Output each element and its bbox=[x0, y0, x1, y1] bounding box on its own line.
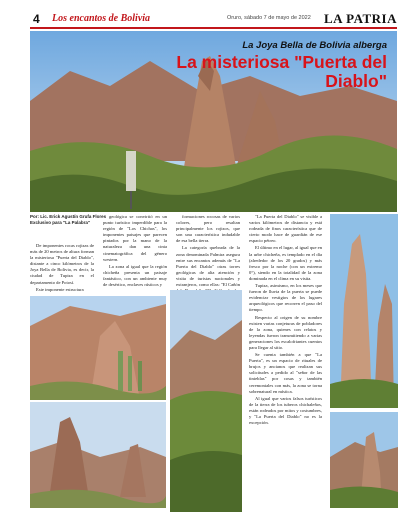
header-rule bbox=[30, 27, 397, 29]
headline-kicker: La Joya Bella de Bolivia alberga bbox=[242, 40, 387, 51]
headline: La misteriosa "Puerta del Diablo" bbox=[176, 52, 387, 91]
photo-rock-formation-cactus bbox=[30, 296, 166, 400]
article-column-4 bbox=[249, 214, 322, 511]
paragraph: formaciones rocosas de varios colores, pero resaltan principalmente los rojizos, que son una característica indudable de esa bella tierra. bbox=[176, 214, 240, 244]
paragraph: Se cuenta también a que "La Puerta", es un espacio de rituales de brujos y ancianos que realizan sus solicitudes a pedido al "señor de las tinieblas" por cosas y también ceremoniales con más, la zona se torna sobrenatural en mística. bbox=[249, 352, 322, 394]
section-title: Los encantos de Bolivia bbox=[52, 13, 151, 24]
paragraph: De imponentes rocas rojizas de más de 20 metros de altura forman la misteriosa "Puerta del Diablo", distante a cinco kilómetros de la Joya Bella de Bolivia, es decir, la ciudad de Tupiza en el departamento de Potosí. bbox=[30, 243, 94, 285]
paragraph: "La Puerta del Diablo" se visible a varios kilómetros de distancia y está rodeada de finos característica que de cierto modo hace de guardián de ese espacio pétreo. bbox=[249, 214, 322, 244]
paragraph: Al igual que varios falsos turísticos de la tierra de los tuberos chichaleños, están rodeados por mitos y costumbres, y "La Puerta del Diablo" no es la excepción. bbox=[249, 395, 322, 426]
article-column-2 bbox=[103, 214, 167, 287]
paragraph: Respecto al origen de su nombre existen varias conjeturas de pobladores de la zona, quienes con relatos y leyendas fueron transmitiendo a varias generaciones los escalofriantes cuentos para llegar al sitio. bbox=[249, 314, 322, 350]
photo-rock-spires bbox=[30, 402, 166, 508]
article-column-1 bbox=[30, 243, 94, 299]
byline bbox=[30, 214, 106, 225]
edition-date: Oruro, sábado 7 de mayo de 2022 bbox=[227, 15, 311, 21]
photo-rock-side-view bbox=[330, 412, 398, 508]
article-column-3 bbox=[176, 214, 240, 287]
photo-grassland-rocks bbox=[170, 290, 242, 512]
byline-credit: Exclusivo para "La Palabra" bbox=[30, 219, 91, 225]
paragraph: geológica se convirtió en un punto turístico imperdible para la región de "Los Chichas", los imponentes paisajes que parecen pintados por la mano de la naturaleza dan una cinta cinematográfica del género western. bbox=[103, 214, 167, 262]
hero-photo bbox=[30, 31, 397, 212]
paragraph: Este imponente estructura bbox=[36, 286, 84, 292]
paragraph: La zona al igual que la región chicheña presenta un paisaje fantástico, con un ambiente muy de desértico, enclaves rústicos y bbox=[103, 263, 167, 288]
newspaper-masthead: LA PATRIA bbox=[324, 11, 397, 26]
paragraph: El último en el lugar, al igual que en la urbe chicheña, es templado en el día (alrededor de los 20 grados) y más fresco por la noche (con un extremo 0°), siendo en la totalidad de la zona dominada en el clima en su visita. bbox=[249, 245, 322, 281]
byline-author: Por: Lic. Erick Agustín Grufa Flores bbox=[30, 214, 107, 219]
page-number: 4 bbox=[33, 12, 40, 26]
photo-puerta-del-diablo bbox=[330, 214, 398, 408]
page-header bbox=[0, 0, 420, 26]
paragraph: La categoría quebrada de la zona denominada Palmira asegura entre sus encantos además de "La Puerta del Diablo" otras torres geológicas de alta atención y visita de turistas nacionales y extranjeros, como ellas: "El Cañón bbox=[176, 245, 241, 288]
paragraph: Tupiza, asimismo, en los meses que fueron de lluvia de la puerta se puede evidenciar vestigios de los lugares arqueológicos que recorren el paso del tiempo. bbox=[249, 283, 322, 313]
